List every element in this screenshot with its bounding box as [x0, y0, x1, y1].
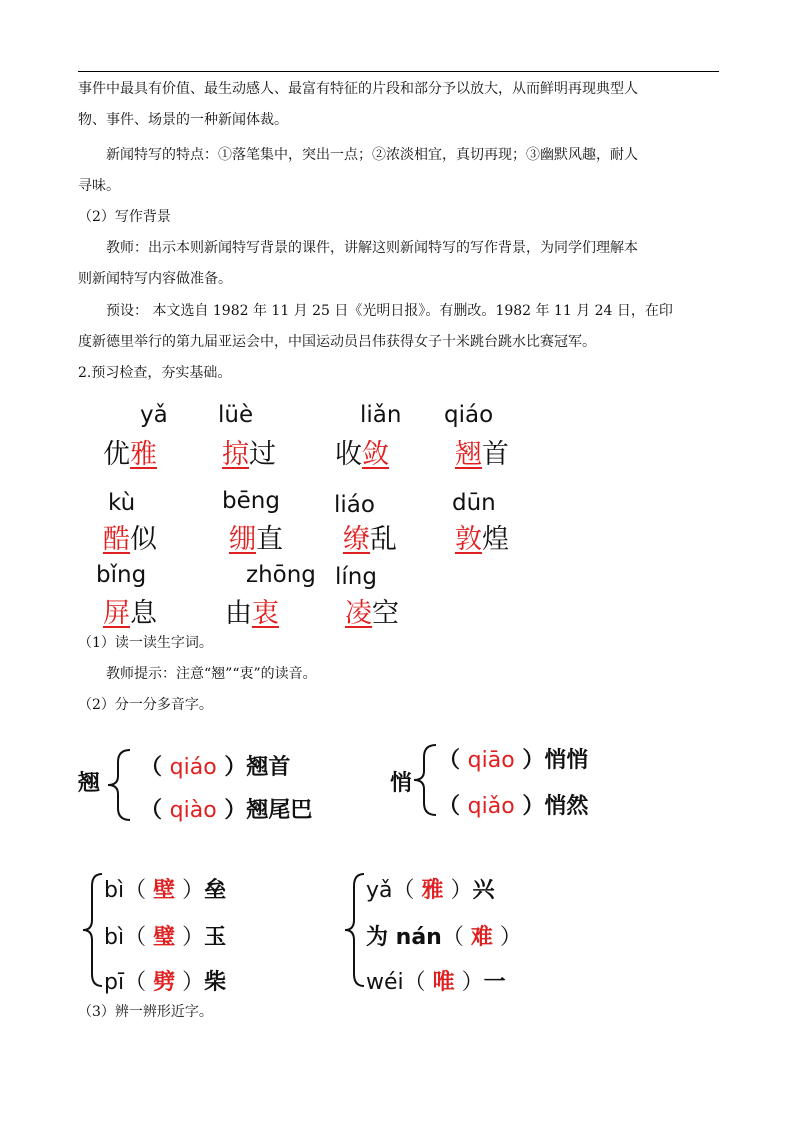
features-line-2: 寻味。	[78, 178, 120, 194]
intro-line-1: 事件中最具有价值、最生动感人、最富有特征的片段和部分予以放大，从而鲜明再现典型人	[78, 81, 638, 97]
task-3: （3）辨一辨形近字。	[78, 1004, 213, 1020]
preview-heading: 2.预习检查，夯实基础。	[78, 365, 232, 381]
teacher-line-1: 教师：出示本则新闻特写背景的课件，讲解这则新闻特写的写作背景，为同学们理解本	[106, 240, 638, 256]
similar-item: yǎ（ 雅 ）兴	[366, 877, 495, 903]
similar-item: bì（ 璧 ）玉	[104, 924, 227, 950]
vocab-word: 敦煌	[455, 524, 509, 555]
task-2: （2）分一分多音字。	[78, 697, 213, 713]
pinyin: zhōng	[246, 562, 316, 588]
brace-icon	[410, 743, 440, 817]
polyphone-item: （ qiāo ）悄悄	[438, 748, 589, 773]
brace-icon	[342, 872, 366, 988]
pinyin: bēng	[222, 488, 280, 514]
features-line-1: 新闻特写的特点：①落笔集中，突出一点；②浓淡相宜，真切再现；③幽默风趣，耐人	[106, 147, 638, 163]
pinyin: lüè	[218, 402, 254, 428]
vocab-word: 绷直	[229, 524, 283, 555]
similar-item: bì（ 壁 ）垒	[104, 877, 227, 903]
polyphone-item: （ qiǎo ）悄然	[438, 794, 589, 819]
preset-line-2: 度新德里举行的第九届亚运会中，中国运动员吕伟获得女子十米跳台跳水比赛冠军。	[78, 334, 596, 350]
header-rule	[78, 71, 719, 72]
polyphone-item: （ qiáo ）翘首	[140, 755, 291, 780]
pinyin: líng	[335, 564, 377, 590]
intro-line-2: 物、事件、场景的一种新闻体裁。	[78, 112, 288, 128]
vocab-word: 收敛	[335, 439, 389, 470]
preset-line-1: 预设： 本文选自 1982 年 11 月 25 日《光明日报》。有删改。1982 年 11 月 24 日，在印	[106, 303, 673, 319]
pinyin: bǐng	[96, 562, 147, 588]
pinyin: dūn	[452, 490, 496, 516]
vocab-word: 缭乱	[343, 524, 397, 555]
brace-icon	[80, 872, 104, 988]
similar-item: 为 nán（ 难 ）	[366, 924, 522, 950]
similar-item: pī（ 劈 ）柴	[104, 969, 227, 995]
similar-item: wéi（ 唯 ）一	[366, 969, 506, 995]
pinyin: qiáo	[444, 402, 494, 428]
teacher-line-2: 则新闻特写内容做准备。	[78, 271, 232, 287]
teacher-tip: 教师提示：注意“翘”“衷”的读音。	[106, 666, 317, 682]
pinyin: kù	[108, 490, 136, 516]
polyphone-item: （ qiào ）翘尾巴	[140, 798, 313, 823]
vocab-word: 由衷	[225, 598, 279, 629]
pinyin: yǎ	[140, 402, 168, 428]
vocab-word: 酷似	[103, 524, 157, 555]
polyphone-char: 翘	[78, 770, 101, 796]
vocab-word: 屏息	[103, 598, 157, 629]
brace-icon	[104, 748, 134, 822]
vocab-word: 优雅	[103, 439, 157, 470]
vocab-word: 掠过	[222, 439, 276, 470]
vocab-word: 翘首	[455, 439, 509, 470]
task-1: （1）读一读生字词。	[78, 635, 213, 651]
pinyin: liáo	[334, 492, 375, 518]
polyphone-char: 悄	[390, 770, 413, 796]
background-heading: （2）写作背景	[78, 209, 171, 225]
vocab-word: 凌空	[345, 598, 399, 629]
pinyin: liǎn	[360, 402, 402, 428]
